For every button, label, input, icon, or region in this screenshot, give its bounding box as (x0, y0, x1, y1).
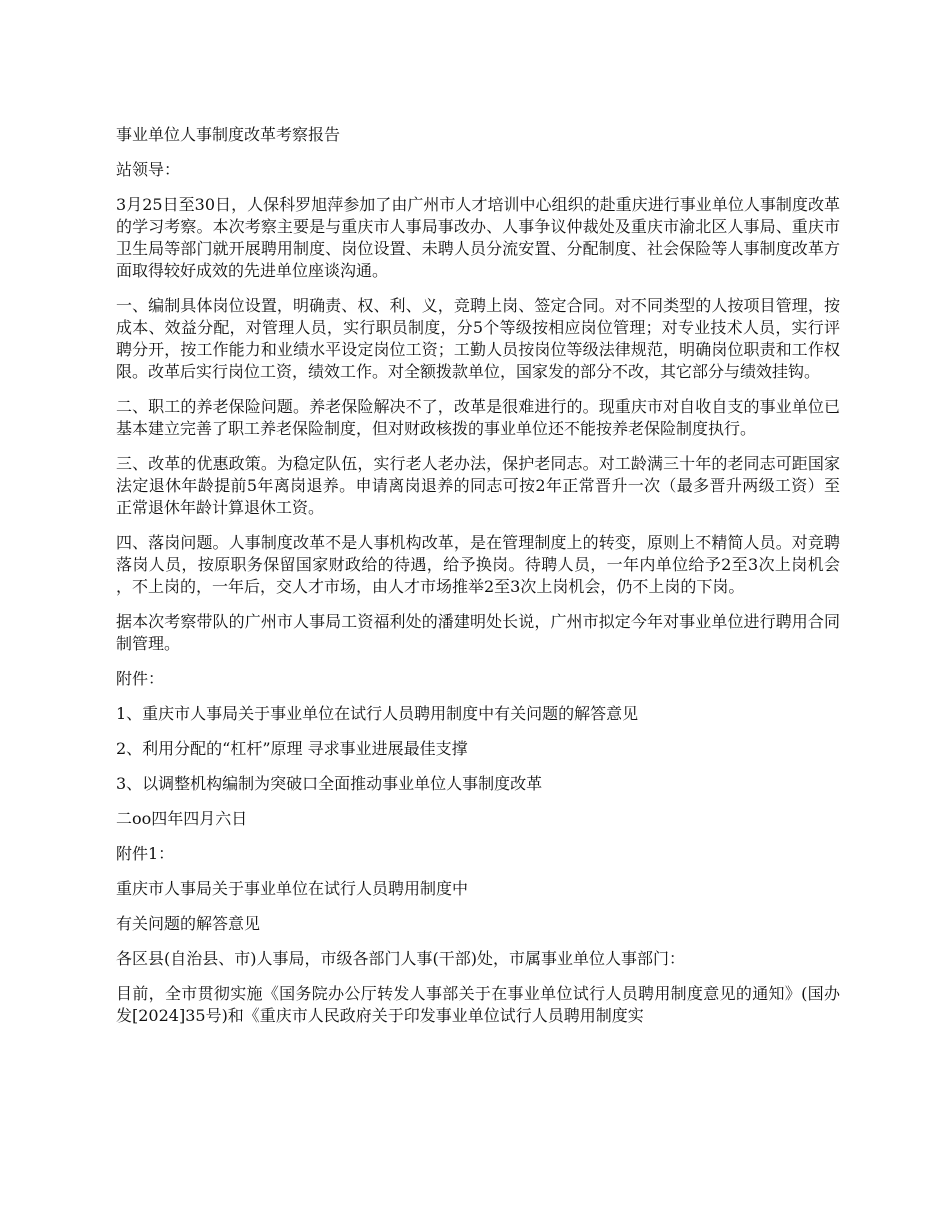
document-page (116, 124, 840, 1040)
salutation: 站领导： (116, 160, 181, 179)
attachment-1-label: 附件1： (116, 844, 175, 863)
section-1-paragraph: 一、编制具体岗位设置，明确责、权、利、义，竞聘上岗、签定合同。对不同类型的人按项目管理，按成本、效益分配，对管理人员，实行职员制度，分5个等级按相应岗位管理；对专业技术人员，实行评聘分开，按工作能力和业绩水平设定岗位工资；工勤人员按岗位等级法律规范，明确岗位职责和工作权限。改革后实行岗位工资，绩效工作。对全额拨款单位，国家发的部分不改，其它部分与绩效挂钩。 (116, 296, 840, 381)
attachment-1-recipients: 各区县(自治县、市)人事局，市级各部门人事(干部)处，市属事业单位人事部门： (116, 949, 685, 968)
attachment-item-3: 3、以调整机构编制为突破口全面推动事业单位人事制度改革 (116, 774, 543, 793)
attachment-1-title-line-2: 有关问题的解答意见 (116, 914, 261, 933)
attachments-heading: 附件： (116, 669, 165, 688)
attachment-item-2: 2、利用分配的“杠杆”原理 寻求事业进展最佳支撑 (116, 739, 468, 758)
closing-paragraph: 据本次考察带队的广州市人事局工资福利处的潘建明处长说，广州市拟定今年对事业单位进行聘用合同制管理。 (116, 612, 840, 653)
intro-paragraph: 3月25日至30日，人保科罗旭萍参加了由广州市人才培训中心组织的赴重庆进行事业单位人事制度改革的学习考察。本次考察主要是与重庆市人事局事改办、人事争议仲裁处及重庆市渝北区人事局、重庆市卫生局等部门就开展聘用制度、岗位设置、未聘人员分流安置、分配制度、社会保险等人事制度改革方面取得较好成效的先进单位座谈沟通。 (116, 195, 840, 280)
attachment-item-1: 1、重庆市人事局关于事业单位在试行人员聘用制度中有关问题的解答意见 (116, 704, 639, 723)
document-title: 事业单位人事制度改革考察报告 (116, 125, 341, 144)
document-date: 二oo四年四月六日 (116, 809, 248, 828)
section-3-paragraph: 三、改革的优惠政策。为稳定队伍，实行老人老办法，保护老同志。对工龄满三十年的老同志可距国家法定退休年龄提前5年离岗退养。申请离岗退养的同志可按2年正常晋升一次（最多晋升两级工资）至正常退休年龄计算退休工资。 (116, 454, 840, 517)
attachment-1-body: 目前，全市贯彻实施《国务院办公厅转发人事部关于在事业单位试行人员聘用制度意见的通知》(国办发[2024]35号)和《重庆市人民政府关于印发事业单位试行人员聘用制度实 (116, 984, 840, 1025)
attachment-1-title-line-1: 重庆市人事局关于事业单位在试行人员聘用制度中 (116, 879, 469, 898)
section-2-paragraph: 二、职工的养老保险问题。养老保险解决不了，改革是很难进行的。现重庆市对自收自支的事业单位已基本建立完善了职工养老保险制度，但对财政核拨的事业单位还不能按养老保险制度执行。 (116, 397, 840, 438)
section-4-paragraph: 四、落岗问题。人事制度改革不是人事机构改革，是在管理制度上的转变，原则上不精简人员。对竞聘落岗人员，按原职务保留国家财政给的待遇，给予换岗。待聘人员，一年内单位给予2至3次上岗机会，不上岗的，一年后，交人才市场，由人才市场推举2至3次上岗机会，仍不上岗的下岗。 (116, 533, 840, 596)
